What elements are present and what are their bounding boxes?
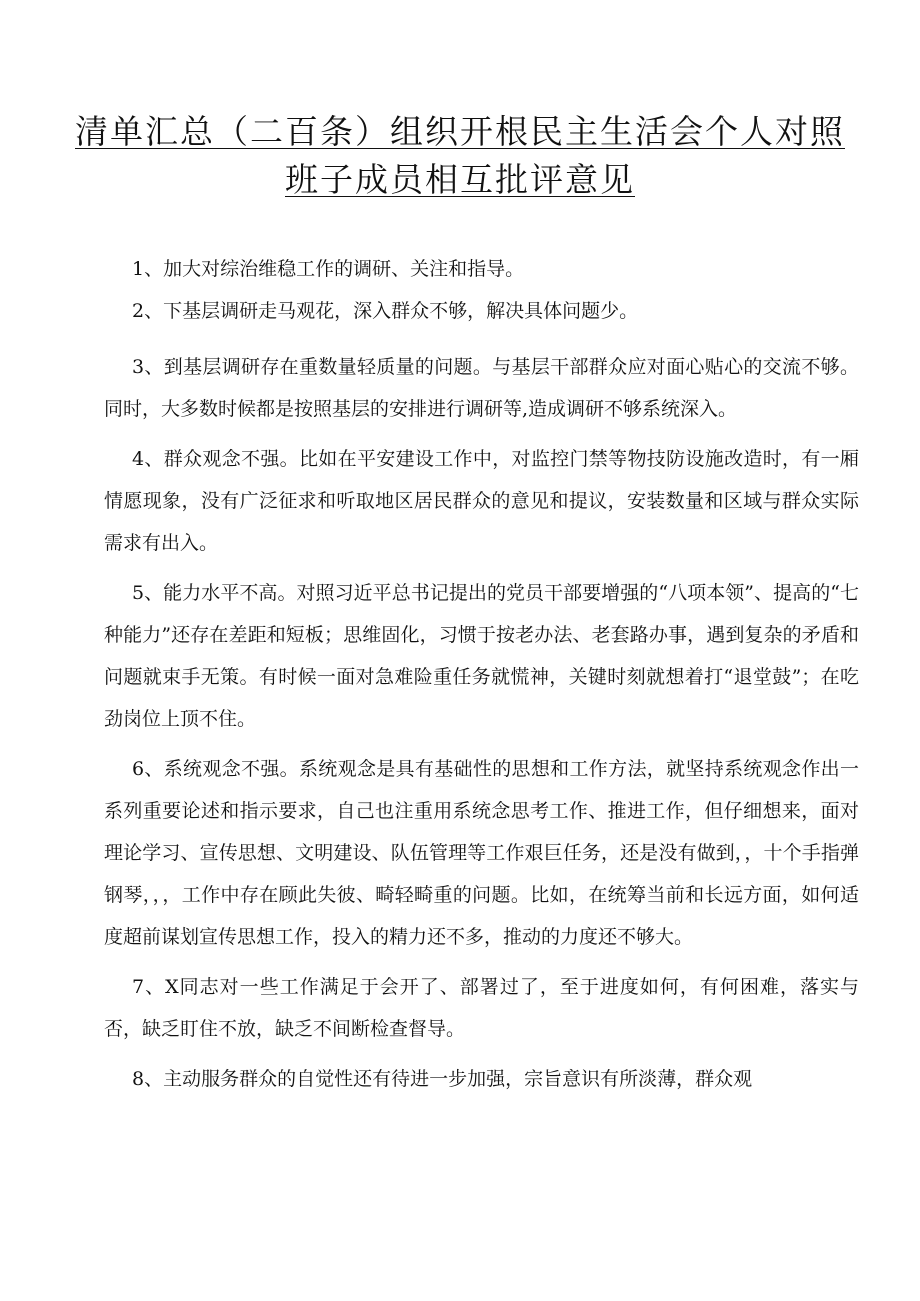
list-item-5: 5、能力水平不高。对照习近平总书记提出的党员干部要增强的“八项本领”、提高的“七种能力”还存在差距和短板；思维固化，习惯于按老办法、老套路办事，遇到复杂的矛盾和问题就束手无策。有时候一面对急难险重任务就慌神，关键时刻就想着打“退堂鼓”；在吃劲岗位上顶不住。: [104, 582, 859, 730]
document-title: [60, 108, 860, 204]
list-item-6: 6、系统观念不强。系统观念是具有基础性的思想和工作方法，就坚持系统观念作出一系列重要论述和指示要求，自己也注重用系统念思考工作、推进工作，但仔细想来，面对理论学习、宣传思想、文明建设、队伍管理等工作艰巨任务，还是没有做到，，十个手指弹钢琴，，，工作中存在顾此失彼、畸轻畸重的问题。比如，在统筹当前和长远方面，如何适度超前谋划宣传思想工作，投入的精力还不多，推动的力度还不够大。: [104, 758, 859, 948]
title-line-2: 班子成员相互批评意见: [285, 160, 635, 199]
document-body: [104, 248, 859, 1100]
list-item-1: 1、加大对综治维稳工作的调研、关注和指导。: [132, 258, 525, 280]
list-item-3: 3、到基层调研存在重数量轻质量的问题。与基层干部群众应对面心贴心的交流不够。同时，大多数时候都是按照基层的安排进行调研等,造成调研不够系统深入。: [104, 356, 859, 420]
list-item-7: 7、X同志对一些工作满足于会开了、部署过了，至于进度如何，有何困难，落实与否，缺乏盯住不放，缺乏不间断检查督导。: [104, 976, 859, 1040]
title-line-1: 清单汇总（二百条）组织开根民主生活会个人对照: [75, 112, 845, 151]
list-item-8: 8、主动服务群众的自觉性还有待进一步加强，宗旨意识有所淡薄，群众观: [132, 1068, 753, 1090]
list-item-2: 2、下基层调研走马观花，深入群众不够，解决具体问题少。: [132, 300, 639, 322]
list-item-4: 4、群众观念不强。比如在平安建设工作中，对监控门禁等物技防设施改造时，有一厢情愿现象，没有广泛征求和听取地区居民群众的意见和提议，安装数量和区域与群众实际需求有出入。: [104, 448, 859, 554]
